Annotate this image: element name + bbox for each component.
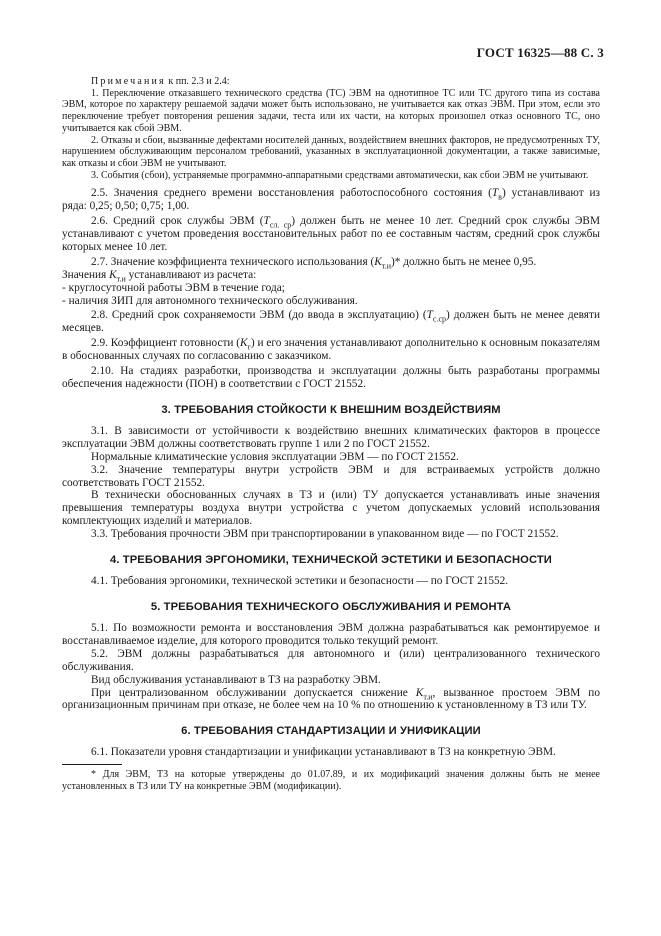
clause-2-8 xyxy=(62,309,600,335)
clause-3-2: 3.2. Значение температуры внутри устройств ЭВМ и для встраиваемых устройств должно соответствовать ГОСТ 21552. xyxy=(62,463,600,489)
notes-heading-ref: к пп. 2.3 и 2.4: xyxy=(165,76,230,87)
note-2: 2. Отказы и сбои, вызванные дефектами носителей данных, воздействием внешних факторов, не предусмотренных ТУ, нарушением обслуживающим персоналом требований, указанных в эксплуатационной документации, а также зависимые, как отказы и сбои ЭВМ не учитывают. xyxy=(62,134,600,169)
clause-4-1: 4.1. Требования эргономики, технической эстетики и безопасности — по ГОСТ 21552. xyxy=(91,575,509,588)
subscript: в xyxy=(498,192,502,202)
section-3-heading: 3. ТРЕБОВАНИЯ СТОЙКОСТИ К ВНЕШНИМ ВОЗДЕЙСТВИЯМ xyxy=(161,403,501,416)
symbol: K xyxy=(240,337,248,350)
clause-2-7-values xyxy=(62,269,600,282)
section-5-heading: 5. ТРЕБОВАНИЯ ТЕХНИЧЕСКОГО ОБСЛУЖИВАНИЯ И РЕМОНТА xyxy=(150,600,512,613)
clause-3-1-conditions: Нормальные климатические условия эксплуатации ЭВМ — по ГОСТ 21552. xyxy=(91,450,459,463)
text: ) должен быть не менее девяти месяцев. xyxy=(62,309,600,335)
text: ) устанавливают из ряда: 0,25; 0,50; 0,75; 1,00. xyxy=(62,187,600,213)
clause-3-1: 3.1. В зависимости от устойчивости к воздействию внешних климатических факторов в процессе эксплуатации ЭВМ должны соответствовать группе 1 или 2 по ГОСТ 21552. xyxy=(62,424,600,450)
text: Значения xyxy=(62,268,110,281)
clause-5-2-centralized xyxy=(62,687,600,713)
subscript: т.и xyxy=(423,691,433,701)
notes-heading-label: Примечания xyxy=(91,76,166,87)
clause-3-3: 3.3. Требования прочности ЭВМ при транспортировании в упакованном виде — по ГОСТ 21552. xyxy=(91,528,559,541)
clause-2-5 xyxy=(62,187,600,213)
clause-2-10: 2.10. На стадиях разработки, производства и эксплуатации должны быть разработаны программы обеспечения надежности (ПОН) в соответствии с ГОСТ 21552. xyxy=(62,365,600,391)
subscript: сл. ср xyxy=(269,220,292,230)
clause-2-7 xyxy=(62,256,600,269)
notes-heading xyxy=(62,76,600,88)
list-item: - круглосуточной работы ЭВМ в течение года; xyxy=(62,281,285,294)
clause-5-1: 5.1. По возможности ремонта и восстановления ЭВМ должна разрабатываться как ремонтируемое и восстанавливаемое изделие, для которого проводится только текущий ремонт. xyxy=(62,621,600,647)
clause-5-2: 5.2. ЭВМ должны разрабатываться для автономного и (или) централизованного технического обслуживания. xyxy=(62,647,600,673)
symbol: T xyxy=(426,309,433,322)
text: 2.7. Значение коэффициента технического использования ( xyxy=(91,255,375,268)
footnote-divider xyxy=(62,764,122,765)
text: устанавливают из расчета: xyxy=(125,268,257,281)
section-4-heading: 4. ТРЕБОВАНИЯ ЭРГОНОМИКИ, ТЕХНИЧЕСКОЙ ЭСТЕТИКИ И БЕЗОПАСНОСТИ xyxy=(110,554,552,567)
clause-6-1: 6.1. Показатели уровня стандартизации и унификации устанавливают в ТЗ на конкретную ЭВМ. xyxy=(91,746,556,759)
symbol: T xyxy=(491,187,499,200)
subscript: т.и xyxy=(116,274,126,284)
page-header: ГОСТ 16325—88 С. 3 xyxy=(476,45,604,60)
symbol: K xyxy=(415,686,424,699)
subscript: т.и xyxy=(381,261,391,271)
clause-5-2-service-type: Вид обслуживания устанавливают в ТЗ на разработку ЭВМ. xyxy=(91,673,381,686)
page-content xyxy=(62,76,600,793)
text: 2.5. Значения среднего времени восстановления работоспособного состояния ( xyxy=(91,187,492,200)
clause-2-9 xyxy=(62,337,600,363)
text: , вызванное простоем ЭВМ по организационным причинам при отказе, не более чем на 10 % по отношению к установленному в ТЗ или ТУ. xyxy=(62,686,600,712)
list-item: - наличия ЗИП для автономного технического обслуживания. xyxy=(62,294,358,307)
text: При централизованном обслуживании допускается снижение xyxy=(91,686,416,699)
footnote: * Для ЭВМ, ТЗ на которые утверждены до 01.07.89, и их модификаций значения должны быть не менее установленных в ТЗ или ТУ на конкретные ЭВМ (модификации). xyxy=(62,769,600,792)
symbol: K xyxy=(374,255,382,268)
text: 2.6. Средний срок службы ЭВМ ( xyxy=(91,215,264,228)
text: )* должно быть не менее 0,95. xyxy=(391,255,537,268)
note-3: 3. События (сбои), устраняемые программно-аппаратными средствами автоматически, как сбои ЭВМ не учитывают. xyxy=(91,169,589,181)
clause-3-2-exceptions: В технически обоснованных случаях в ТЗ и (или) ТУ допускается устанавливать иные значения превышения температуры воздуха внутри устройства с учетом допускаемых условий использования комплектующих изделий и материалов. xyxy=(62,489,600,528)
clause-2-6 xyxy=(62,215,600,254)
text: 2.9. Коэффициент готовности ( xyxy=(91,337,241,350)
subscript: г xyxy=(247,342,251,352)
text: 2.8. Средний срок сохраняемости ЭВМ (до ввода в эксплуатацию) ( xyxy=(91,309,427,322)
subscript: с.ср xyxy=(432,314,447,324)
section-6-heading: 6. ТРЕБОВАНИЯ СТАНДАРТИЗАЦИИ И УНИФИКАЦИИ xyxy=(181,725,481,738)
text: ) и его значения устанавливают дополнительно к основным показателям в обоснованных случаях по согласованию с заказчиком. xyxy=(62,337,600,363)
symbol: K xyxy=(109,268,117,281)
note-1: 1. Переключение отказавшего технического средства (ТС) ЭВМ на однотипное ТС или ТС другого типа из состава ЭВМ, которое по характеру решаемой задачи может быть использовано, не учитывается как отказ ЭВМ. При этом, если это переключение требует повторения решения задачи, теста или их части, на которых произошел отказ основного ТС, оно учитывается как сбой ЭВМ. xyxy=(62,87,600,134)
symbol: T xyxy=(263,215,270,228)
text: ) должен быть не менее 10 лет. Средний срок службы ЭВМ устанавливают с учетом проведения восстановительных работ по ее составным частям, средний срок службы которых менее 10 лет. xyxy=(62,215,600,253)
